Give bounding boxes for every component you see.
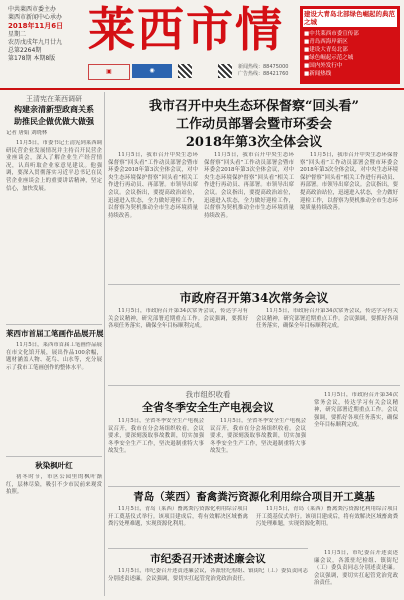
banner-line: ■中共莱西市委宣传部 [304, 31, 359, 37]
meta-line: 总第2264期 [8, 47, 42, 55]
standing-meeting-body [108, 308, 248, 382]
left-article-body-2 [6, 342, 102, 452]
paragraph: 11月5日，青岛（莱西）畜禽粪污资源化利用综合项目开工奠基仪式举行。该项目建成后，将有效解决区域畜禽粪污处理难题，实现资源化利用。 [256, 506, 398, 528]
headline-livestock-project: 青岛（莱西）畜禽粪污资源化利用综合项目开工奠基 [133, 491, 375, 503]
masthead [0, 0, 404, 90]
side-article [314, 392, 398, 482]
standing-meeting-body-2 [256, 308, 398, 382]
paragraph: 11月5日，市纪委召开述责述廉会议，各派驻纪检组、镇街纪（工）委负责同志分别述责述廉。会议强调，要切实扛起管党治党政治责任。 [314, 550, 398, 587]
left-headline-2: 莱西市首届工笔画作品展开展 [6, 329, 104, 338]
lead-headline-line1: 我市召开中央生态环保督察“回头看” [149, 99, 359, 114]
livestock-body-2 [256, 506, 398, 544]
paragraph: 11月5日，全省冬季安全生产电视会议召开，我市在分会场组织收看。会议要求，要深刻汲取事故教训，切实加强冬季安全生产工作，坚决遏制重特大事故发生。 [108, 418, 204, 455]
paragraph: 11月5日，市委书记王清宪到莱西调研民营企业发展情况并主持召开民营企业座谈会，深入了解企业生产经营情况，认真听取企业家意见建议。他强调，要深入贯彻落实习近平总书记在民营企业座谈会上的重要讲话精神，坚定信心，加快发展。 [6, 140, 102, 192]
banner-line: ■新闻热线 [304, 71, 332, 77]
section-divider [108, 385, 400, 386]
left-kicker: 王清宪在莱西调研 [26, 95, 82, 103]
slogan: 建设大青岛北部绿色崛起的典范之城 [304, 10, 395, 26]
paragraph: 11月5日，青岛（莱西）畜禽粪污资源化利用综合项目开工奠基仪式举行。该项目建成后，将有效解决区域畜禽粪污处理难题，实现资源化利用。 [108, 506, 248, 528]
livestock-body [108, 506, 248, 544]
section-divider [108, 284, 400, 285]
issue-date: 2018年11月6日 [8, 22, 64, 31]
app-logo-icon: ◉ [132, 64, 172, 78]
meta-line: 第178期 本期8版 [8, 55, 56, 63]
left-article-body [6, 140, 102, 320]
paragraph: 初冬时节，市区公园里的枫叶渐红，层林尽染，吸引不少市民前来观赏拍照。 [6, 474, 102, 496]
paragraph: 11月5日，我市召开中央生态环保督察“回头看”工作动员部署会暨市环委会2018年第3次全体会议，对中央生态环境保护督察“回头看”相关工作进行再动员、再部署。市领导出席会议。会议指出，要提高政治站位，迅速进入状态，全力做好迎检工作，以督察为契机推动全市生态环境质量持续改善。 [204, 152, 294, 219]
lead-headline-line2: 工作动员部署会暨市环委会 [175, 117, 332, 132]
safety-body-2 [210, 418, 306, 482]
meta-line: 莱西市新闻中心承办 [8, 14, 63, 22]
newspaper-title: 莱西市情 [88, 3, 284, 58]
discipline-body [108, 568, 308, 596]
headline-safety: 全省冬季安全生产电视会议 [142, 401, 274, 414]
section-divider [6, 456, 102, 457]
section-divider [108, 548, 308, 549]
meta-line: 农历戊戌年九月廿九 [8, 38, 63, 46]
qr-code-icon [218, 64, 232, 78]
left-headline-3: 秋染枫叶红 [35, 461, 73, 470]
column-divider [104, 92, 105, 596]
paragraph: 11月5日，市纪委召开述责述廉会议，各派驻纪检组、镇街纪（工）委负责同志分别述责述廉。会议强调，要切实扛起管党治党政治责任。 [108, 568, 308, 582]
masthead-info [88, 62, 298, 84]
lead-headline-line3: 2018年第3次全体会议 [185, 135, 323, 150]
lead-article-col3 [300, 152, 398, 280]
left-headline: 助推民企做优做大做强 [14, 116, 94, 126]
section-divider [108, 486, 400, 487]
paragraph: 11月5日，市政府召开第34次常务会议，传达学习有关会议精神，研究部署近期重点工作。会议强调，要抓好各项任务落实，确保全年目标顺利完成。 [314, 392, 398, 429]
headline-standing-meeting: 市政府召开第34次常务会议 [179, 291, 329, 305]
lead-article-col2 [204, 152, 294, 280]
qr-code-icon [178, 64, 192, 78]
masthead-banner [300, 6, 400, 84]
hotline-text: 新闻热线：88475000 [238, 64, 289, 70]
paragraph: 11月5日，市政府召开第34次常务会议，传达学习有关会议精神，研究部署近期重点工作。会议强调，要抓好各项任务落实，确保全年目标顺利完成。 [108, 308, 248, 330]
left-headline: 构建亲清新型政商关系 [14, 104, 94, 114]
lead-article-col1 [108, 152, 198, 280]
masthead-meta [8, 6, 78, 63]
meta-line: 中共莱西市委主办 [8, 6, 57, 13]
left-byline: 记者 唐娟 刘晓林 [6, 130, 48, 136]
ad-hotline-text: 广告热线：88421760 [238, 71, 289, 77]
paragraph: 11月5日，市政府召开第34次常务会议，传达学习有关会议精神，研究部署近期重点工作。会议强调，要抓好各项任务落实，确保全年目标顺利完成。 [256, 308, 398, 330]
paragraph: 11月5日，莱西市首届工笔画作品展在市文化馆开展，展出作品100余幅，题材涵盖人物、花鸟、山水等，充分展示了我市工笔画创作的整体水平。 [6, 342, 102, 371]
paragraph: 11月5日，全省冬季安全生产电视会议召开，我市在分会场组织收看。会议要求，要深刻汲取事故教训，切实加强冬季安全生产工作，坚决遏制重特大事故发生。 [210, 418, 306, 455]
paragraph: 11月5日，我市召开中央生态环保督察“回头看”工作动员部署会暨市环委会2018年第3次全体会议，对中央生态环境保护督察“回头看”相关工作进行再动员、再部署。市领导出席会议。会议指出，要提高政治站位，迅速进入状态，全力做好迎检工作，以督察为契机推动全市生态环境质量持续改善。 [300, 152, 398, 212]
meta-line: 星期二 [8, 30, 27, 38]
banner-line: ■建设大青岛北部 [304, 47, 348, 53]
section-divider [6, 324, 102, 325]
safety-body [108, 418, 204, 482]
safety-kicker: 我市组织收看 [185, 390, 231, 399]
headline-discipline-meeting: 市纪委召开述责述廉会议 [150, 553, 266, 565]
banner-line: ■青岛西海岸新区 [304, 39, 348, 45]
banner-line: ■绿色崛起示范之城 [304, 55, 354, 61]
discipline-side [314, 550, 398, 596]
paragraph: 11月5日，我市召开中央生态环保督察“回头看”工作动员部署会暨市环委会2018年第3次全体会议，对中央生态环境保护督察“回头看”相关工作进行再动员、再部署。市领导出席会议。会议指出，要提高政治站位，迅速进入状态，全力做好迎检工作，以督察为契机推动全市生态环境质量持续改善。 [108, 152, 198, 219]
left-article-body-3 [6, 474, 102, 596]
logo-icon: ▣ [88, 64, 130, 80]
banner-line: ■国内外发行中 [304, 63, 343, 69]
